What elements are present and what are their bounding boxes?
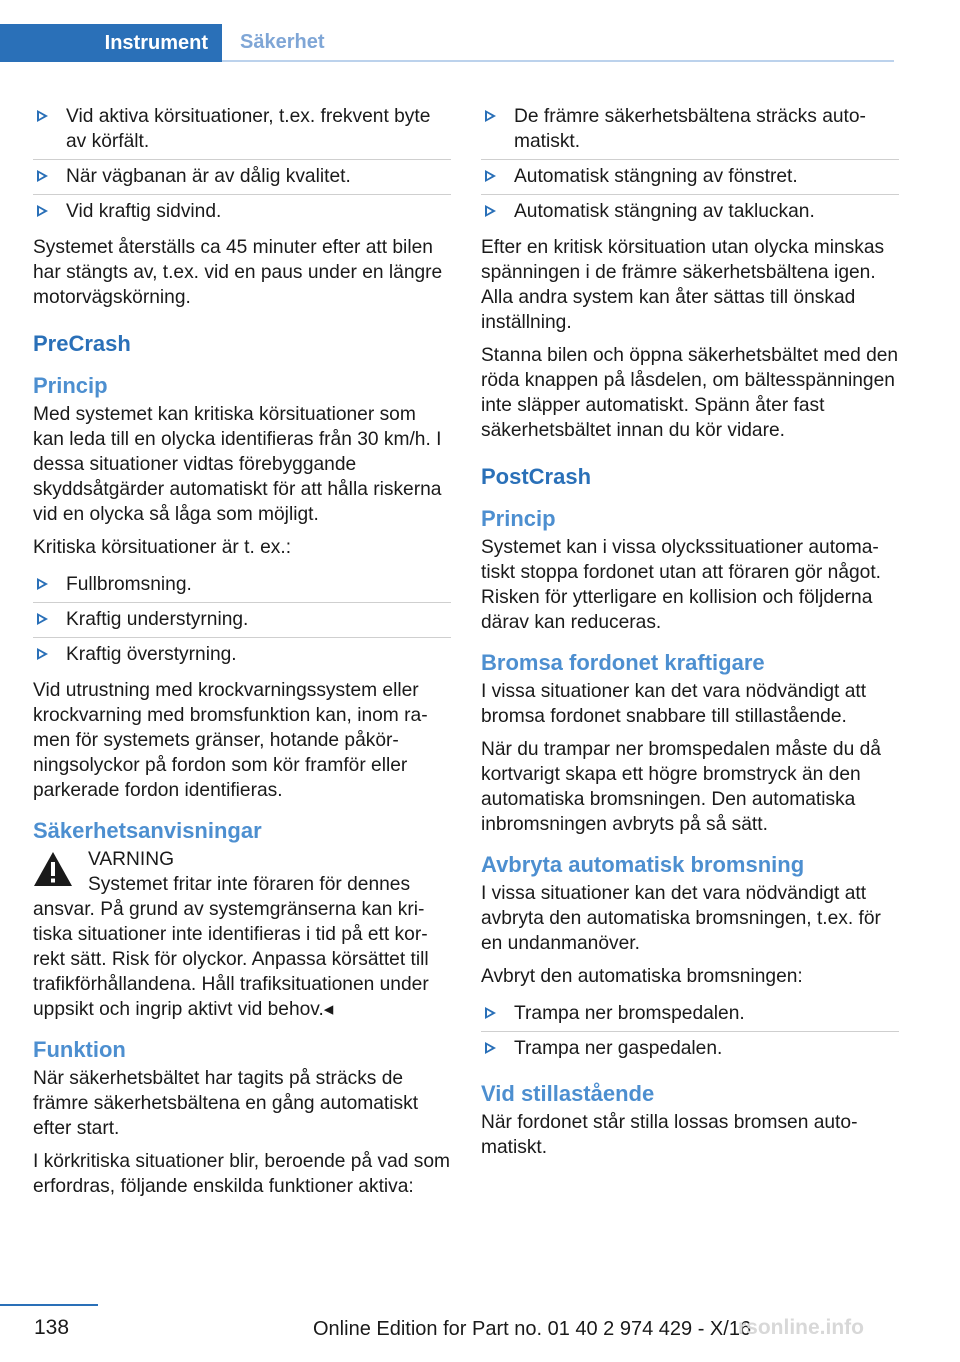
warning-box: [33, 847, 451, 1022]
paragraph: Efter en kritisk körsituation utan olycka minskas spänningen i de främre säkerhetsbältena igen. Alla andra system kan åter sättas till önskad inställning.: [481, 237, 885, 333]
tab-instrument[interactable]: Instrument: [0, 24, 222, 62]
triangle-bullet-icon: [37, 110, 48, 122]
list-item: Automatisk stängning av takluckan.: [481, 195, 899, 229]
list-item: När vägbanan är av dålig kvalitet.: [33, 160, 451, 195]
page-number: 138: [34, 1316, 70, 1339]
bullet-list: [33, 568, 451, 672]
paragraph: I vissa situationer kan det vara nödvändigt att avbryta den automatiska bromsningen, t.ex. för en undanmanöver.: [481, 883, 881, 954]
paragraph: Med systemet kan kritiska körsituationer som kan leda till en olycka identifieras från 30 km/h. I dessa situationer vidtas förebyggande skyddsåtgärder automatiskt för att hålla riskerna vid en olycka så låga som möjligt.: [33, 404, 442, 525]
warning-text: ansvar. På grund av systemgränserna kan kritiska situationer inte identifieras i tid på ett korrekt sätt. Risk för olyckor. Anpassa körsättet till trafikförhållandena. Håll trafiksituationen under uppsikt och ingrip aktivt vid behov.◂: [33, 899, 429, 1020]
subsection-heading: Bromsa fordonet kraftigare: [481, 650, 765, 675]
left-column: [33, 100, 451, 1207]
triangle-bullet-icon: [485, 110, 496, 122]
list-item: Trampa ner gaspedalen.: [481, 1032, 899, 1066]
warning-title: VARNING: [88, 849, 174, 870]
bullet-list: [481, 997, 899, 1066]
warning-text: Systemet fritar inte föraren för dennes: [88, 874, 411, 895]
paragraph: Vid utrustning med krockvarningssystem eller krockvarning med bromsfunktion kan, inom ramen för systemets gränser, hotande påkörningsolyckor på fordon som kör framför eller parkerade fordon identifieras.: [33, 680, 428, 801]
watermark: rsonline.info: [738, 1316, 864, 1339]
paragraph: När säkerhetsbältet har tagits på sträcks de främre säkerhetsbältena en gång automatiskt efter start.: [33, 1068, 419, 1139]
subsection-heading: Princip: [33, 373, 108, 398]
list-item: Vid kraftig sidvind.: [33, 195, 451, 229]
right-column: [481, 100, 899, 1168]
list-item: Fullbromsning.: [33, 568, 451, 603]
triangle-bullet-icon: [37, 613, 48, 625]
paragraph: I vissa situationer kan det vara nödvändigt att bromsa fordonet snabbare till stillastående.: [481, 681, 867, 727]
subsection-heading: Princip: [481, 506, 556, 531]
subsection-heading: Funktion: [33, 1037, 126, 1062]
footer-rule: [0, 1304, 98, 1306]
subsection-heading: Avbryta automatisk bromsning: [481, 852, 805, 877]
triangle-bullet-icon: [485, 205, 496, 217]
bullet-list: [481, 100, 899, 229]
subsection-heading: Säkerhetsanvisningar: [33, 818, 262, 843]
section-heading: PostCrash: [481, 464, 592, 489]
triangle-bullet-icon: [485, 170, 496, 182]
tab-sakerhet[interactable]: Säkerhet: [222, 24, 894, 62]
paragraph: I körkritiska situationer blir, beroende på vad som erfordras, följande enskilda funktioner aktiva:: [33, 1151, 450, 1197]
paragraph: Stanna bilen och öppna säkerhetsbältet med den röda knappen på låsdelen, om bältesspänningen inte släpper automatiskt. Spänn åter fast säkerhetsbältet innan du kör vidare.: [481, 345, 899, 441]
triangle-bullet-icon: [485, 1007, 496, 1019]
list-item: De främre säkerhetsbältena sträcks automatiskt.: [481, 100, 899, 160]
header-tabs: [0, 0, 894, 62]
list-item: Vid aktiva körsituationer, t.ex. frekvent byte av körfält.: [33, 100, 451, 160]
list-item: Kraftig understyrning.: [33, 603, 451, 638]
paragraph: Avbryt den automatiska bromsningen:: [481, 966, 803, 987]
paragraph: Systemet kan i vissa olyckssituationer automatiskt stoppa fordonet utan att föraren gör något. Risken för ytterligare en kollision och följderna därav kan reduceras.: [481, 537, 881, 633]
warning-triangle-icon: [33, 851, 73, 887]
list-item: Automatisk stängning av fönstret.: [481, 160, 899, 195]
triangle-bullet-icon: [37, 205, 48, 217]
bullet-list: [33, 100, 451, 229]
paragraph: När du trampar ner bromspedalen måste du då kortvarigt skapa ett högre bromstryck än den automatiska bromsningen. Den automatiska inbromsningen avbryts på så sätt.: [481, 739, 881, 835]
triangle-bullet-icon: [37, 648, 48, 660]
section-heading: PreCrash: [33, 331, 131, 356]
paragraph: När fordonet står stilla lossas bromsen automatiskt.: [481, 1112, 858, 1158]
list-item: Kraftig överstyrning.: [33, 638, 451, 672]
paragraph: Kritiska körsituationer är t. ex.:: [33, 537, 292, 558]
triangle-bullet-icon: [37, 170, 48, 182]
list-item: Trampa ner bromspedalen.: [481, 997, 899, 1032]
triangle-bullet-icon: [485, 1042, 496, 1054]
edition-footer: Online Edition for Part no. 01 40 2 974 429 - X/16: [313, 1318, 752, 1340]
triangle-bullet-icon: [37, 578, 48, 590]
subsection-heading: Vid stillastående: [481, 1081, 655, 1106]
paragraph: Systemet återställs ca 45 minuter efter att bilen har stängts av, t.ex. vid en paus under en längre motorvägskörning.: [33, 237, 443, 308]
